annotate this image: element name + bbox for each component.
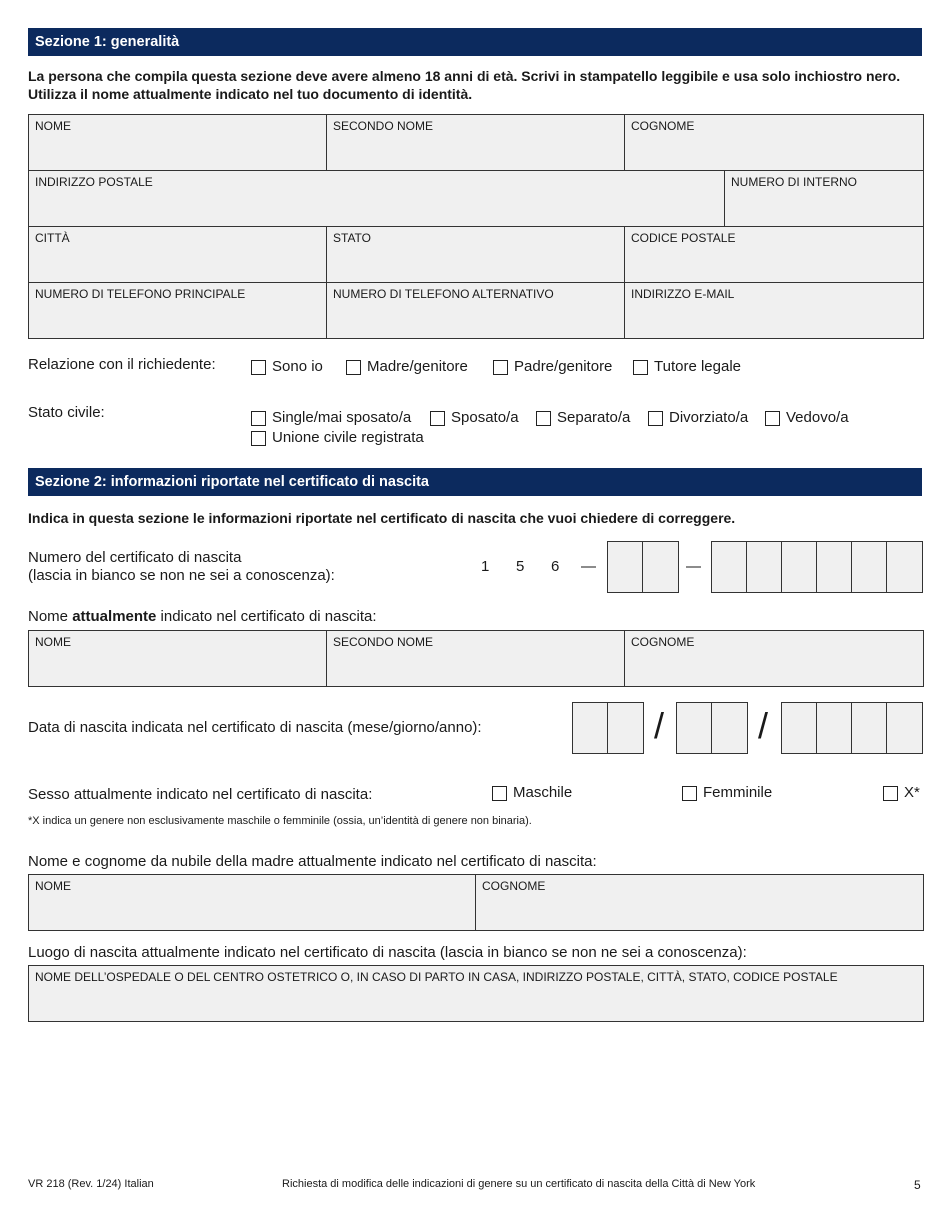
checkbox-icon[interactable] [883,786,898,801]
personal-info-table [28,114,924,339]
form-id: VR 218 (Rev. 1/24) Italian [28,1178,154,1190]
dob-digit-box[interactable] [817,703,852,753]
middle-name-field[interactable]: SECONDO NOME [327,115,625,170]
dob-digit-box[interactable] [677,703,712,753]
date-slash: / [758,705,769,746]
checkbox-icon[interactable] [346,360,361,375]
cert-year-digits [607,541,679,593]
primary-phone-field[interactable]: NUMERO DI TELEFONO PRINCIPALE [29,283,327,338]
cert-digit-box[interactable] [852,542,887,592]
apartment-number-field[interactable]: NUMERO DI INTERNO [725,171,923,226]
civil-single-checkbox[interactable]: Single/mai sposato/a [251,409,411,427]
dob-digit-box[interactable] [887,703,922,753]
cert-middle-name-field[interactable]: SECONDO NOME [327,631,625,686]
cert-first-name-field[interactable]: NOME [29,631,327,686]
mother-first-name-field[interactable]: NOME [29,875,476,930]
alternate-phone-field[interactable]: NUMERO DI TELEFONO ALTERNATIVO [327,283,625,338]
relation-mother-checkbox[interactable]: Madre/genitore [346,358,468,376]
dob-month [572,702,644,754]
sex-x-checkbox[interactable]: X* [883,784,920,802]
dash-separator: — [686,558,701,575]
section-2-instructions: Indica in questa sezione le informazioni riportate nel certificato di nascita che vuoi chiedere di correggere. [28,510,736,526]
relation-father-checkbox[interactable]: Padre/genitore [493,358,612,376]
checkbox-icon[interactable] [493,360,508,375]
dob-year [781,702,923,754]
sex-female-checkbox[interactable]: Femminile [682,784,772,802]
mother-last-name-field[interactable]: COGNOME [476,875,923,930]
cert-digit-box[interactable] [817,542,852,592]
cert-digit-box[interactable] [887,542,922,592]
civil-union-checkbox[interactable]: Unione civile registrata [251,429,424,447]
birthplace-label: Luogo di nascita attualmente indicato nel certificato di nascita (lascia in bianco se non ne sei a conoscenza): [28,944,747,961]
section-1-header: Sezione 1: generalità [28,28,922,56]
dob-digit-box[interactable] [712,703,747,753]
civil-married-checkbox[interactable]: Sposato/a [430,409,519,427]
birthplace-table [28,965,924,1022]
current-name-table [28,630,924,687]
dob-digit-box[interactable] [608,703,643,753]
civil-widowed-checkbox[interactable]: Vedovo/a [765,409,849,427]
checkbox-icon[interactable] [251,360,266,375]
dob-digit-box[interactable] [852,703,887,753]
date-slash: / [654,705,665,746]
cert-number-label: Numero del certificato di nascita [28,549,242,566]
checkbox-icon[interactable] [492,786,507,801]
checkbox-icon[interactable] [536,411,551,426]
cert-number-hint: (lascia in bianco se non ne sei a conoscenza): [28,567,335,584]
checkbox-icon[interactable] [251,411,266,426]
cert-digit-box[interactable] [712,542,747,592]
dob-day [676,702,748,754]
civil-separated-checkbox[interactable]: Separato/a [536,409,630,427]
cert-digit-box[interactable] [608,542,643,592]
city-field[interactable]: CITTÀ [29,227,327,282]
relation-self-checkbox[interactable]: Sono io [251,358,323,376]
relation-guardian-checkbox[interactable]: Tutore legale [633,358,741,376]
cert-digit-box[interactable] [643,542,678,592]
dob-label: Data di nascita indicata nel certificato di nascita (mese/giorno/anno): [28,719,482,736]
first-name-field[interactable]: NOME [29,115,327,170]
civil-divorced-checkbox[interactable]: Divorziato/a [648,409,748,427]
relation-label: Relazione con il richiedente: [28,356,216,373]
checkbox-icon[interactable] [251,431,266,446]
state-field[interactable]: STATO [327,227,625,282]
page-number: 5 [914,1178,921,1192]
birthplace-field[interactable]: NOME DELL’OSPEDALE O DEL CENTRO OSTETRICO O, IN CASO DI PARTO IN CASA, INDIRIZZO POSTALE, CITTÀ, STATO, CODICE POSTALE [29,966,923,1021]
checkbox-icon[interactable] [430,411,445,426]
cert-prefix-digit: 6 [551,558,560,575]
checkbox-icon[interactable] [765,411,780,426]
cert-serial-digits [711,541,923,593]
dob-digit-box[interactable] [573,703,608,753]
form-title: Richiesta di modifica delle indicazioni di genere su un certificato di nascita della Città di New York [282,1178,756,1190]
sex-label: Sesso attualmente indicato nel certificato di nascita: [28,786,373,803]
sex-male-checkbox[interactable]: Maschile [492,784,572,802]
mother-name-table [28,874,924,931]
checkbox-icon[interactable] [682,786,697,801]
dob-digit-box[interactable] [782,703,817,753]
mother-name-label: Nome e cognome da nubile della madre attualmente indicato nel certificato di nascita: [28,853,597,870]
section-2-header: Sezione 2: informazioni riportate nel certificato di nascita [28,468,922,496]
zip-code-field[interactable]: CODICE POSTALE [625,227,923,282]
sex-footnote: *X indica un genere non esclusivamente maschile o femminile (ossia, un’identità di genere non binaria). [28,815,532,827]
cert-prefix-digit: 5 [516,558,525,575]
cert-digit-box[interactable] [747,542,782,592]
last-name-field[interactable]: COGNOME [625,115,923,170]
checkbox-icon[interactable] [648,411,663,426]
mailing-address-field[interactable]: INDIRIZZO POSTALE [29,171,725,226]
email-field[interactable]: INDIRIZZO E-MAIL [625,283,923,338]
section-1-instructions: La persona che compila questa sezione deve avere almeno 18 anni di età. Scrivi in stampatello leggibile e usa solo inchiostro nero. Utilizza il nome attualmente indicato nel tuo documento di identità. [28,68,901,102]
cert-prefix-digit: 1 [481,558,490,575]
cert-last-name-field[interactable]: COGNOME [625,631,923,686]
cert-digit-box[interactable] [782,542,817,592]
civil-status-label: Stato civile: [28,404,105,421]
checkbox-icon[interactable] [633,360,648,375]
dash-separator: — [581,558,596,575]
current-name-label: Nome attualmente indicato nel certificato di nascita: [28,608,377,625]
